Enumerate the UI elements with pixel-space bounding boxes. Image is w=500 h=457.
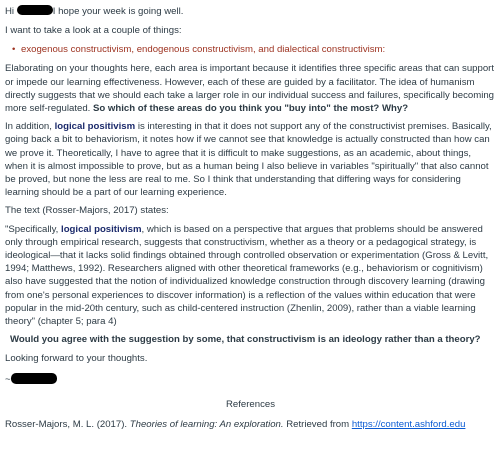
redacted-signature xyxy=(11,373,57,384)
paragraph-elaborating-text: Elaborating on your thoughts here, each area is important because it identifies three specific areas that can support or impede our learning effectiveness. However, each of these are guided by a facilitator. The idea of humanism directly suggests that we should each take a larger role in our individual success and failures, specifically becoming more self-regulated. xyxy=(5,63,495,115)
signature xyxy=(5,373,496,386)
paragraph-lp-lead: In addition, xyxy=(5,121,52,133)
paragraph-logical-positivism xyxy=(5,120,496,199)
topics-list xyxy=(5,43,496,56)
greeting-hi: Hi xyxy=(5,6,15,17)
quote-lead: "Specifically, xyxy=(5,223,59,235)
reference-authors: Rosser-Majors, M. L. (2017). xyxy=(5,419,128,431)
quote-text: , which is based on a perspective that argues that problems should be answered only through empirical research, suggests that constructivism, whether as a theory or a pedagogical strategy, is ideological—that it lacks solid findings obtained through controlled observation or experimentation (Gross & Levitt, 1994; Matthews, 1992). Researchers aligned with other theoretical frameworks (e.g., behaviorism or cognitivism) also have suggested that the notion of individualized knowledge construction through discovery learning (drawing from one's personal experiences to discover information) is a reflection of the values within education that were popular in the mid-20th century, such as child-centered instruction (Zhenlin, 2009), rather than a viable learning theory" (chapter 5; para 4) xyxy=(5,223,489,328)
intro-text: I want to take a look at a couple of things: xyxy=(5,25,182,37)
references-heading: References xyxy=(225,398,276,410)
paragraph-text-states: The text (Rosser-Majors, 2017) states: xyxy=(5,205,169,217)
closing-line: Looking forward to your thoughts. xyxy=(5,353,148,365)
reference-title: Theories of learning: An exploration. xyxy=(129,419,284,431)
signature-tilde: ~ xyxy=(5,373,11,385)
paragraph-elaborating-question: So which of these areas do you think you "buy into" the most? Why? xyxy=(93,103,409,115)
greeting-text: I hope your week is going well. xyxy=(52,6,184,17)
topics-list-item: • exogenous constructivism, endogenous constructivism, and dialectical constructivism: xyxy=(21,43,496,56)
greeting xyxy=(5,5,496,18)
reference-entry xyxy=(5,418,496,431)
logical-positivism-term: logical positivism xyxy=(54,121,136,133)
discussion-question: Would you agree with the suggestion by some, that constructivism is an ideology rather than a theory? xyxy=(10,334,481,346)
paragraph-elaborating xyxy=(5,62,496,115)
paragraph-lp-text: is interesting in that it does not support any of the constructivist premises. Basically, going back a bit to behaviorism, it notes how if we cannot see that knowledge is actually constructed than how can we prove it. Theoretically, I have to agree that it is difficult to make suggestions, as an academic, about things, when it is almost impossible to prove, but as a human being I also believe in variables "spiritually" that also cannot be proved, but none the less are real to me. So I think that understanding that differing ways for considering learning should be a part of our learning experience. xyxy=(5,121,492,199)
reference-link[interactable]: https://content.ashford.edu xyxy=(351,419,466,431)
quote-paragraph xyxy=(5,223,496,329)
redacted-name xyxy=(17,5,53,15)
quote-term: logical positivism xyxy=(61,223,142,235)
reference-retrieved: Retrieved from xyxy=(286,419,350,431)
